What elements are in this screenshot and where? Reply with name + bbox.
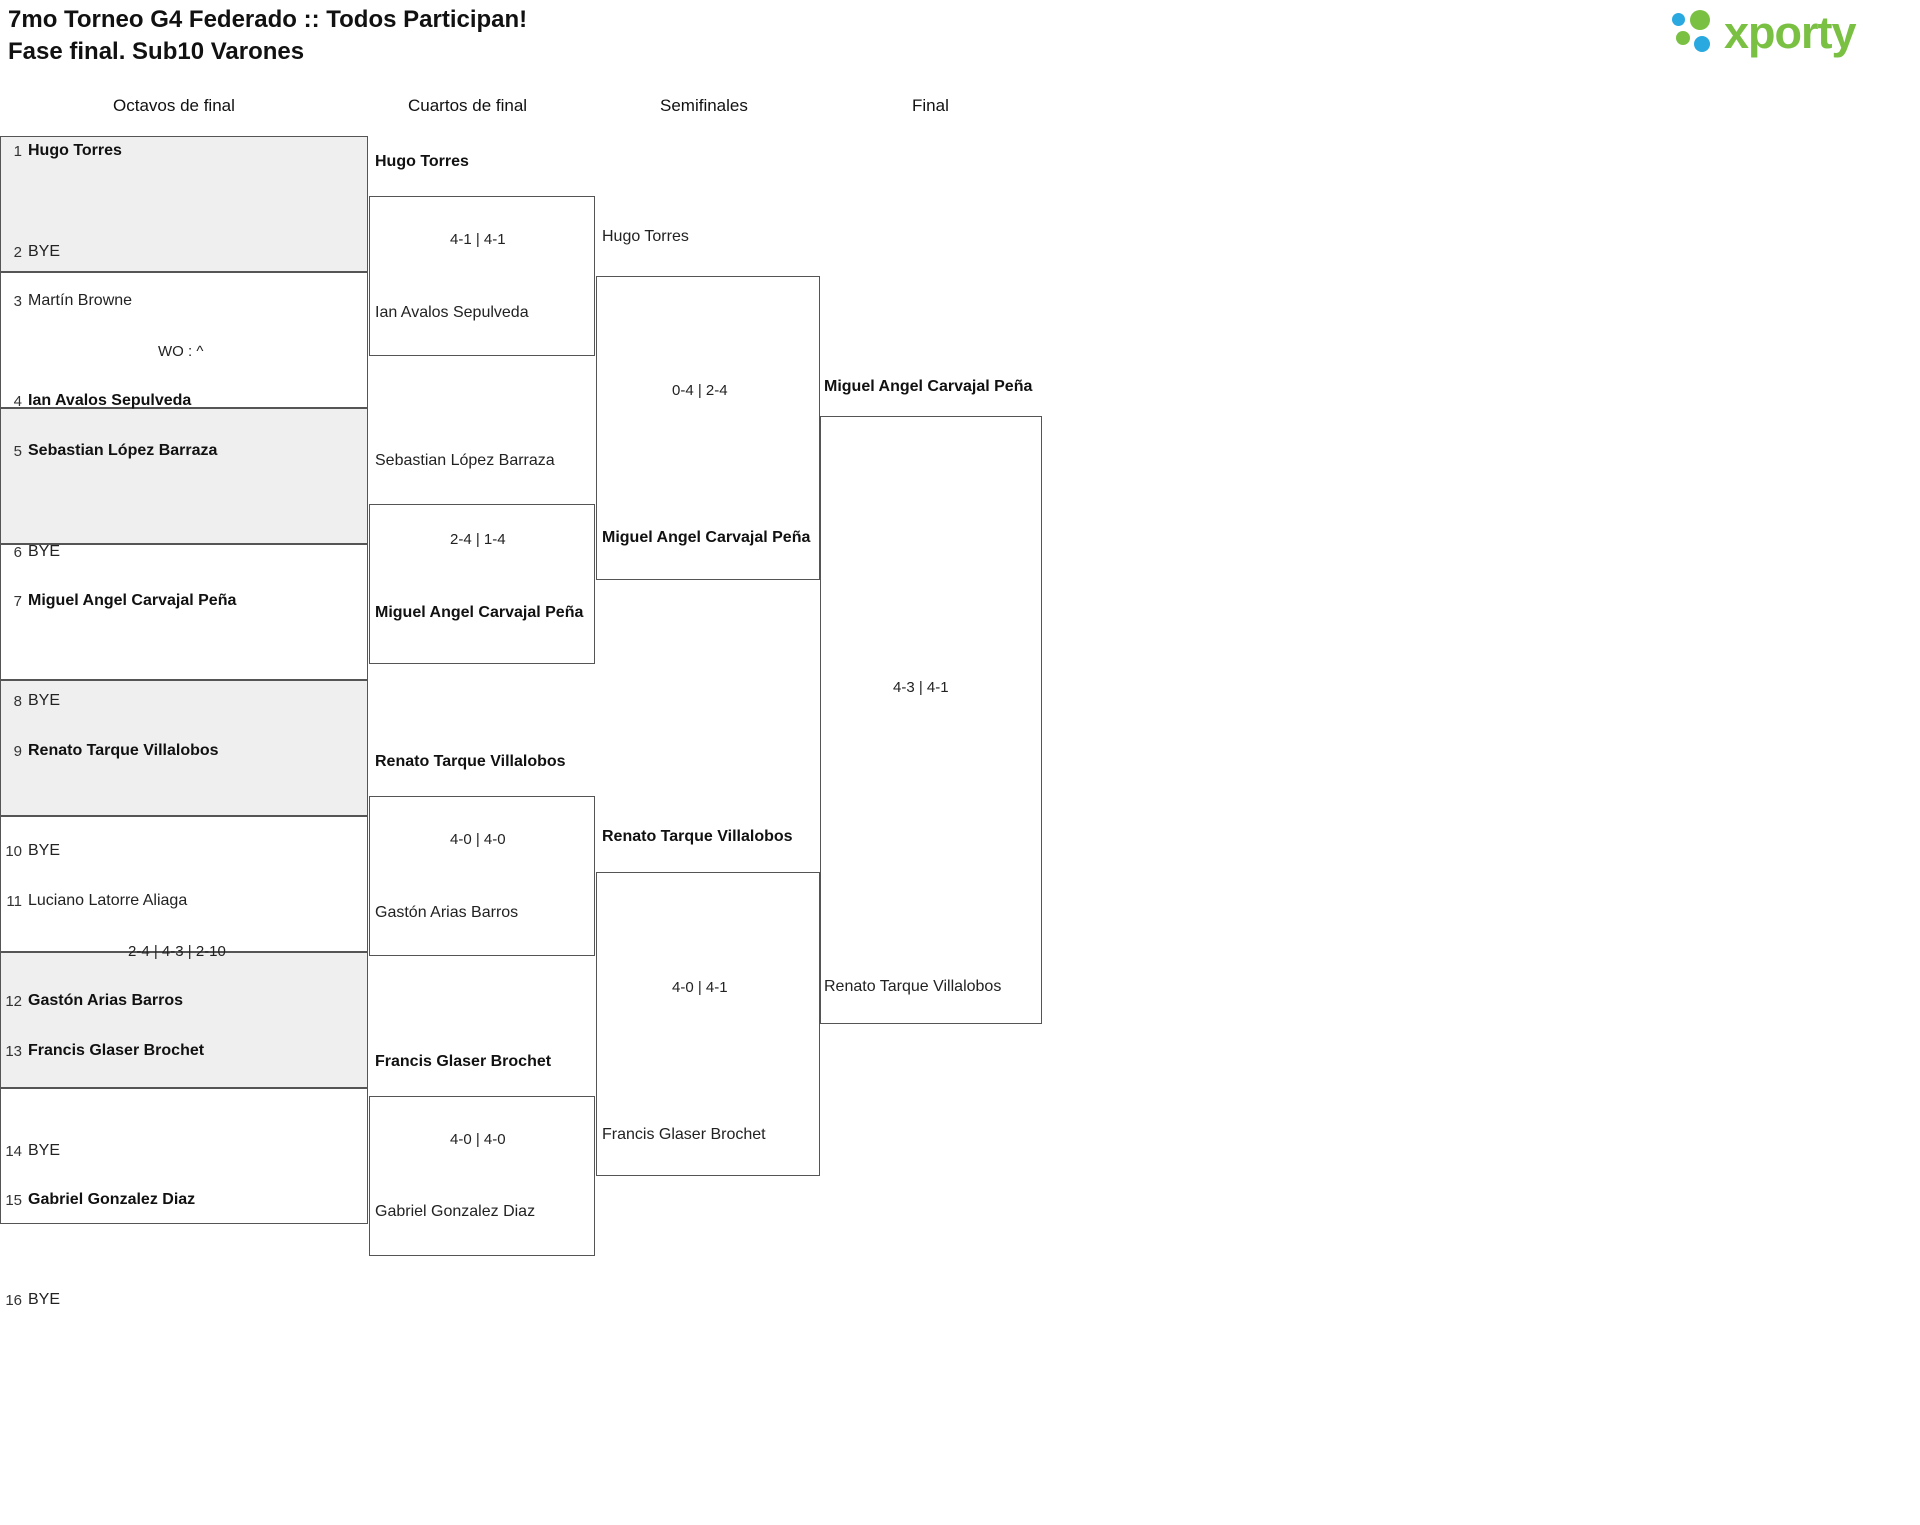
player-name[interactable]: Miguel Angel Carvajal Peña xyxy=(824,378,1033,395)
seed-number: 5 xyxy=(13,443,22,460)
seed-number: 8 xyxy=(13,693,22,710)
match-score: 4-0 | 4-0 xyxy=(450,831,506,848)
player-name: BYE xyxy=(28,692,61,709)
player-name[interactable]: Renato Tarque Villalobos xyxy=(602,828,793,845)
match-box-r8-1 xyxy=(369,196,595,356)
seed-number: 6 xyxy=(13,544,22,561)
match-score: 4-1 | 4-1 xyxy=(450,231,506,248)
player-name[interactable]: Miguel Angel Carvajal Peña xyxy=(602,529,811,546)
match-score: 0-4 | 2-4 xyxy=(672,382,728,399)
player-name[interactable]: Hugo Torres xyxy=(375,153,469,170)
seed-number: 2 xyxy=(13,244,22,261)
player-name[interactable]: Ian Avalos Sepulveda xyxy=(28,392,192,409)
player-name[interactable]: Gabriel Gonzalez Diaz xyxy=(28,1191,196,1208)
match-box-r16-6 xyxy=(0,816,368,952)
player-name[interactable]: Gabriel Gonzalez Diaz xyxy=(375,1203,536,1220)
player-name: BYE xyxy=(28,1142,61,1159)
player-name[interactable]: Miguel Angel Carvajal Peña xyxy=(375,604,584,621)
seed-number: 11 xyxy=(6,893,22,910)
match-score: 4-3 | 4-1 xyxy=(893,679,949,696)
round-label-semifinales: Semifinales xyxy=(660,96,748,115)
player-name: BYE xyxy=(28,842,61,859)
match-box-r8-4 xyxy=(369,1096,595,1256)
match-score: WO : ^ xyxy=(158,343,204,360)
seed-number: 3 xyxy=(13,293,22,310)
match-score: 4-0 | 4-1 xyxy=(672,979,728,996)
player-name[interactable]: Renato Tarque Villalobos xyxy=(375,753,566,770)
seed-number: 1 xyxy=(13,143,22,160)
seed-number: 14 xyxy=(5,1143,22,1160)
tournament-title xyxy=(8,4,527,68)
tournament-title-line2: Fase final. Sub10 Varones xyxy=(8,37,305,65)
page-header xyxy=(0,0,1920,80)
player-name[interactable]: Miguel Angel Carvajal Peña xyxy=(28,592,237,609)
player-name[interactable]: Ian Avalos Sepulveda xyxy=(375,304,529,321)
match-box-r16-3 xyxy=(0,408,368,544)
match-score: 2-4 | 1-4 xyxy=(450,531,506,548)
player-name: BYE xyxy=(28,543,61,560)
round-label-cuartos: Cuartos de final xyxy=(408,96,528,115)
match-box-r16-7 xyxy=(0,952,368,1088)
logo-dots-icon xyxy=(1672,10,1718,56)
player-name[interactable]: Gastón Arias Barros xyxy=(28,992,184,1009)
seed-number: 9 xyxy=(13,743,22,760)
player-name[interactable]: Renato Tarque Villalobos xyxy=(824,978,1002,995)
seed-number: 7 xyxy=(13,593,22,610)
seed-number: 15 xyxy=(5,1192,22,1209)
player-name[interactable]: Gastón Arias Barros xyxy=(375,904,519,921)
match-box-final xyxy=(820,416,1042,1024)
player-name[interactable]: Luciano Latorre Aliaga xyxy=(28,892,188,909)
match-box-r8-3 xyxy=(369,796,595,956)
round-label-final: Final xyxy=(912,96,949,115)
round-label-octavos: Octavos de final xyxy=(113,96,235,115)
seed-number: 16 xyxy=(5,1292,22,1309)
player-name[interactable]: Hugo Torres xyxy=(602,228,689,245)
player-name[interactable]: Sebastian López Barraza xyxy=(28,442,218,459)
logo-wordmark: xporty xyxy=(1724,7,1856,58)
match-box-r16-4 xyxy=(0,544,368,680)
player-name[interactable]: Sebastian López Barraza xyxy=(375,452,555,469)
seed-number: 10 xyxy=(5,843,22,860)
seed-number: 4 xyxy=(13,393,22,410)
xporty-logo xyxy=(1672,6,1902,58)
player-name: BYE xyxy=(28,243,61,260)
player-name[interactable]: Hugo Torres xyxy=(28,142,122,159)
match-score: 2-4 | 4-3 | 2-10 xyxy=(128,943,226,960)
seed-number: 13 xyxy=(5,1043,22,1060)
player-name: BYE xyxy=(28,1291,61,1308)
tournament-title-line1: 7mo Torneo G4 Federado :: Todos Participan! xyxy=(8,6,528,33)
player-name[interactable]: Francis Glaser Brochet xyxy=(602,1126,766,1143)
match-score: 4-0 | 4-0 xyxy=(450,1131,506,1148)
player-name[interactable]: Francis Glaser Brochet xyxy=(375,1053,552,1070)
seed-number: 12 xyxy=(5,993,22,1010)
player-name[interactable]: Martín Browne xyxy=(28,292,133,309)
player-name[interactable]: Francis Glaser Brochet xyxy=(28,1042,205,1059)
match-box-r8-2 xyxy=(369,504,595,664)
player-name[interactable]: Renato Tarque Villalobos xyxy=(28,742,219,759)
